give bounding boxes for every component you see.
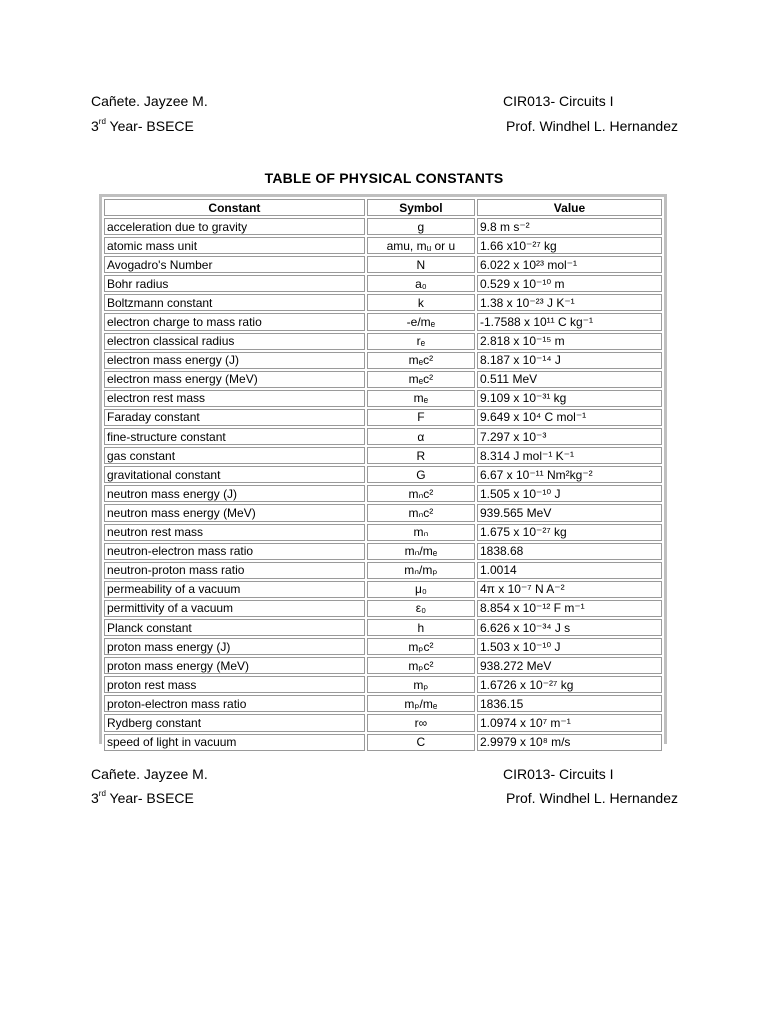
symbol-cell: F [367,409,475,426]
symbol-cell: mₑc² [367,352,475,369]
table-row [104,428,662,445]
table-row [104,562,662,579]
constant-cell: neutron rest mass [104,524,365,541]
constant-cell: permittivity of a vacuum [104,600,365,617]
constant-cell: proton-electron mass ratio [104,695,365,712]
constant-cell: neutron-electron mass ratio [104,543,365,560]
value-cell: 2.9979 x 10⁸ m/s [477,734,662,751]
symbol-cell: amu, mᵤ or u [367,237,475,254]
value-cell: 8.314 J mol⁻¹ K⁻¹ [477,447,662,464]
constant-cell: fine-structure constant [104,428,365,445]
value-cell: 1838.68 [477,543,662,560]
constant-cell: Bohr radius [104,275,365,292]
value-cell: 9.109 x 10⁻³¹ kg [477,390,662,407]
table-row [104,734,662,751]
value-cell: 1.505 x 10⁻¹⁰ J [477,485,662,502]
symbol-cell: α [367,428,475,445]
symbol-cell: mₚc² [367,638,475,655]
value-cell: 1.675 x 10⁻²⁷ kg [477,524,662,541]
value-cell: 9.649 x 10⁴ C mol⁻¹ [477,409,662,426]
symbol-cell: G [367,466,475,483]
constant-cell: Rydberg constant [104,714,365,731]
constant-cell: speed of light in vacuum [104,734,365,751]
value-cell: 1.38 x 10⁻²³ J K⁻¹ [477,294,662,311]
table-row [104,619,662,636]
table-row [104,466,662,483]
symbol-cell: mₙc² [367,504,475,521]
year-ordinal: rd [98,117,106,127]
table-row [104,218,662,235]
constant-cell: Faraday constant [104,409,365,426]
table-row [104,600,662,617]
value-cell: 8.854 x 10⁻¹² F m⁻¹ [477,600,662,617]
year-program-top [91,118,194,134]
symbol-cell: a₀ [367,275,475,292]
year-program-text: Year- BSECE [105,790,194,806]
table-row [104,409,662,426]
symbol-cell: mₑc² [367,371,475,388]
year-number: 3 [91,790,99,806]
table-row [104,333,662,350]
table-header-row [104,199,662,216]
year-program-text: Year- BSECE [105,118,194,134]
student-name-bottom: Cañete. Jayzee M. [91,766,208,782]
table-row [104,676,662,693]
table-row [104,524,662,541]
value-cell: 6.67 x 10⁻¹¹ Nm²kg⁻² [477,466,662,483]
constant-cell: electron mass energy (J) [104,352,365,369]
symbol-cell: r∞ [367,714,475,731]
student-name-top: Cañete. Jayzee M. [91,93,208,109]
symbol-cell: mₚ [367,676,475,693]
year-number: 3 [91,118,99,134]
constant-cell: Avogadro's Number [104,256,365,273]
symbol-cell: g [367,218,475,235]
table-row [104,313,662,330]
constant-cell: neutron-proton mass ratio [104,562,365,579]
constant-cell: Planck constant [104,619,365,636]
table-row [104,657,662,674]
table-row [104,390,662,407]
value-cell: 4π x 10⁻⁷ N A⁻² [477,581,662,598]
constants-table-frame [99,194,667,750]
table-row [104,371,662,388]
value-cell: 6.022 x 10²³ mol⁻¹ [477,256,662,273]
symbol-cell: -e/mₑ [367,313,475,330]
constant-cell: atomic mass unit [104,237,365,254]
year-program-bottom [91,790,194,806]
course-code-bottom: CIR013- Circuits I [503,766,614,782]
constant-cell: electron rest mass [104,390,365,407]
value-cell: 1.66 x10⁻²⁷ kg [477,237,662,254]
value-cell: 7.297 x 10⁻³ [477,428,662,445]
symbol-cell: μ₀ [367,581,475,598]
symbol-cell: N [367,256,475,273]
table-body [104,218,662,751]
professor-top: Prof. Windhel L. Hernandez [506,118,678,134]
professor-bottom: Prof. Windhel L. Hernandez [506,790,678,806]
symbol-cell: mₙ [367,524,475,541]
symbol-cell: mₙ/mₑ [367,543,475,560]
constant-cell: neutron mass energy (J) [104,485,365,502]
symbol-cell: mₙ/mₚ [367,562,475,579]
constant-cell: electron mass energy (MeV) [104,371,365,388]
constant-cell: electron charge to mass ratio [104,313,365,330]
column-header-constant: Constant [104,199,365,216]
symbol-cell: ε₀ [367,600,475,617]
page-title: TABLE OF PHYSICAL CONSTANTS [264,170,504,186]
column-header-value: Value [477,199,662,216]
value-cell: 1836.15 [477,695,662,712]
symbol-cell: rₑ [367,333,475,350]
table-row [104,294,662,311]
symbol-cell: mₙc² [367,485,475,502]
value-cell: 0.529 x 10⁻¹⁰ m [477,275,662,292]
value-cell: 1.0014 [477,562,662,579]
value-cell: 6.626 x 10⁻³⁴ J s [477,619,662,636]
symbol-cell: mₚc² [367,657,475,674]
year-ordinal: rd [98,789,106,799]
value-cell: 938.272 MeV [477,657,662,674]
column-header-symbol: Symbol [367,199,475,216]
table-row [104,714,662,731]
symbol-cell: mₑ [367,390,475,407]
constant-cell: proton mass energy (J) [104,638,365,655]
table-row [104,237,662,254]
constants-table [102,197,664,753]
table-row [104,504,662,521]
table-row [104,638,662,655]
value-cell: -1.7588 x 10¹¹ C kg⁻¹ [477,313,662,330]
table-row [104,447,662,464]
constant-cell: gravitational constant [104,466,365,483]
constant-cell: acceleration due to gravity [104,218,365,235]
constant-cell: permeability of a vacuum [104,581,365,598]
value-cell: 8.187 x 10⁻¹⁴ J [477,352,662,369]
value-cell: 1.0974 x 10⁷ m⁻¹ [477,714,662,731]
constant-cell: Boltzmann constant [104,294,365,311]
table-row [104,581,662,598]
symbol-cell: mₚ/mₑ [367,695,475,712]
constant-cell: electron classical radius [104,333,365,350]
value-cell: 1.6726 x 10⁻²⁷ kg [477,676,662,693]
value-cell: 939.565 MeV [477,504,662,521]
table-row [104,352,662,369]
table-row [104,695,662,712]
constant-cell: proton mass energy (MeV) [104,657,365,674]
value-cell: 0.511 MeV [477,371,662,388]
value-cell: 1.503 x 10⁻¹⁰ J [477,638,662,655]
symbol-cell: C [367,734,475,751]
table-row [104,485,662,502]
table-row [104,543,662,560]
constant-cell: proton rest mass [104,676,365,693]
symbol-cell: k [367,294,475,311]
symbol-cell: h [367,619,475,636]
table-row [104,275,662,292]
constant-cell: neutron mass energy (MeV) [104,504,365,521]
symbol-cell: R [367,447,475,464]
course-code-top: CIR013- Circuits I [503,93,614,109]
table-row [104,256,662,273]
value-cell: 2.818 x 10⁻¹⁵ m [477,333,662,350]
constant-cell: gas constant [104,447,365,464]
value-cell: 9.8 m s⁻² [477,218,662,235]
